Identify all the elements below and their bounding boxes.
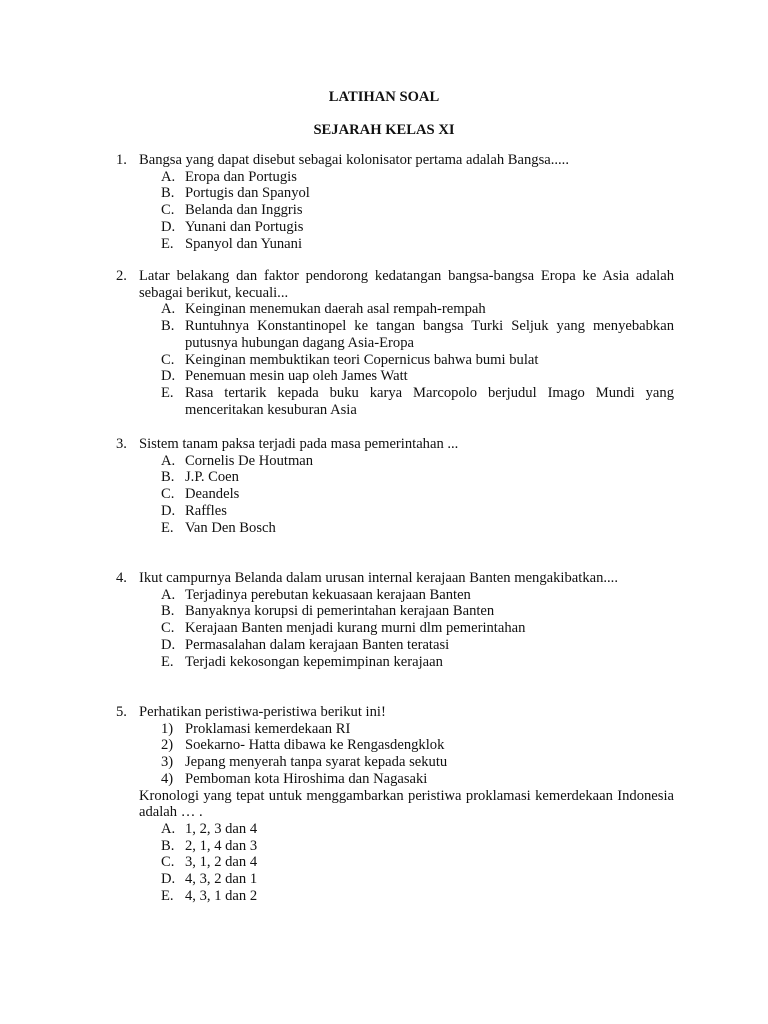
option-text: Runtuhnya Konstantinopel ke tangan bangsa Turki Seljuk yang menyebabkan putusnya hubungan dagang Asia-Eropa	[185, 318, 674, 351]
question-number: 5.	[116, 704, 127, 720]
event-text: Proklamasi kemerdekaan RI	[185, 720, 351, 737]
option-label: E.	[161, 235, 174, 252]
option-d	[116, 637, 674, 654]
option-b	[116, 185, 674, 202]
option-label: E.	[161, 653, 174, 670]
option-label: A.	[161, 586, 176, 603]
prompt-text: Kronologi yang tepat untuk menggambarkan peristiwa proklamasi kemerdekaan Indonesia adalah … .	[139, 787, 674, 821]
option-label: E.	[161, 519, 174, 536]
option-list	[116, 587, 674, 671]
option-c	[116, 352, 674, 369]
question-text: Latar belakang dan faktor pendorong kedatangan bangsa-bangsa Eropa ke Asia adalah sebagai berikut, kecuali...	[139, 268, 674, 301]
option-text: Yunani dan Portugis	[185, 218, 304, 235]
event-item	[116, 721, 674, 738]
option-label: A.	[161, 820, 176, 837]
option-label: C.	[161, 351, 175, 368]
question-stem	[116, 152, 674, 169]
option-label: B.	[161, 318, 175, 335]
event-label: 2)	[161, 737, 174, 754]
option-d	[116, 219, 674, 236]
option-a	[116, 301, 674, 318]
option-text: 4, 3, 1 dan 2	[185, 887, 258, 904]
page-title: LATIHAN SOAL	[328, 89, 440, 105]
option-text: Keinginan membuktikan teori Copernicus bahwa bumi bulat	[185, 351, 539, 368]
option-c	[116, 486, 674, 503]
option-label: B.	[161, 837, 175, 854]
event-item	[116, 771, 674, 788]
event-label: 1)	[161, 720, 174, 737]
option-list	[116, 453, 674, 537]
option-c	[116, 854, 674, 871]
option-label: E.	[161, 384, 174, 401]
option-b	[116, 469, 674, 486]
option-label: B.	[161, 185, 175, 202]
option-list	[116, 821, 674, 905]
question-stem	[116, 268, 674, 301]
option-list	[116, 169, 674, 253]
option-text: 4, 3, 2 dan 1	[185, 871, 258, 888]
option-a	[116, 821, 674, 838]
event-list	[116, 721, 674, 788]
option-label: D.	[161, 636, 176, 653]
option-d	[116, 871, 674, 888]
option-text: 3, 1, 2 dan 4	[185, 854, 258, 871]
option-text: Cornelis De Houtman	[185, 452, 314, 469]
option-text: Kerajaan Banten menjadi kurang murni dlm pemerintahan	[185, 620, 526, 637]
option-text: Raffles	[185, 502, 227, 519]
option-text: Permasalahan dalam kerajaan Banten teratasi	[185, 636, 450, 653]
option-label: E.	[161, 887, 174, 904]
option-text: Terjadi kekosongan kepemimpinan kerajaan	[185, 653, 443, 670]
option-b	[116, 838, 674, 855]
event-item	[116, 754, 674, 771]
option-e	[116, 385, 674, 418]
option-list	[116, 301, 674, 418]
question-stem	[116, 704, 674, 721]
event-text: Pemboman kota Hiroshima dan Nagasaki	[185, 770, 428, 787]
event-text: Jepang menyerah tanpa syarat kepada sekutu	[185, 754, 448, 771]
option-text: Portugis dan Spanyol	[185, 185, 310, 202]
option-label: D.	[161, 218, 176, 235]
option-label: B.	[161, 603, 175, 620]
option-label: C.	[161, 202, 175, 219]
question-5	[116, 704, 674, 904]
option-text: Penemuan mesin uap oleh James Watt	[185, 368, 408, 385]
option-label: C.	[161, 620, 175, 637]
option-label: C.	[161, 486, 175, 503]
option-label: D.	[161, 502, 176, 519]
event-label: 4)	[161, 770, 174, 787]
event-label: 3)	[161, 754, 174, 771]
question-text: Ikut campurnya Belanda dalam urusan internal kerajaan Banten mengakibatkan....	[139, 570, 618, 586]
option-text: Eropa dan Portugis	[185, 168, 297, 185]
option-text: Van Den Bosch	[185, 519, 276, 536]
option-a	[116, 169, 674, 186]
event-text: Soekarno- Hatta dibawa ke Rengasdengklok	[185, 737, 445, 754]
question-text: Perhatikan peristiwa-peristiwa berikut ini!	[139, 704, 386, 720]
option-text: 1, 2, 3 dan 4	[185, 820, 258, 837]
option-text: Banyaknya korupsi di pemerintahan kerajaan Banten	[185, 603, 495, 620]
question-prompt	[116, 788, 674, 821]
option-d	[116, 368, 674, 385]
option-label: B.	[161, 469, 175, 486]
option-b	[116, 603, 674, 620]
option-text: Rasa tertarik kepada buku karya Marcopolo berjudul Imago Mundi yang menceritakan kesuburan Asia	[185, 384, 674, 418]
question-text: Sistem tanam paksa terjadi pada masa pemerintahan ...	[139, 436, 459, 452]
question-2	[116, 268, 674, 418]
option-text: Belanda dan Inggris	[185, 202, 303, 219]
question-number: 4.	[116, 570, 127, 586]
question-text: Bangsa yang dapat disebut sebagai kolonisator pertama adalah Bangsa.....	[139, 152, 569, 168]
option-c	[116, 202, 674, 219]
option-text: Deandels	[185, 486, 240, 503]
question-number: 2.	[116, 268, 127, 284]
question-stem	[116, 570, 674, 587]
option-text: 2, 1, 4 dan 3	[185, 837, 258, 854]
option-label: D.	[161, 871, 176, 888]
option-e	[116, 654, 674, 671]
option-b	[116, 318, 674, 351]
option-e	[116, 520, 674, 537]
page-subtitle: SEJARAH KELAS XI	[313, 122, 455, 138]
question-4	[116, 570, 674, 670]
option-e	[116, 236, 674, 253]
option-label: D.	[161, 368, 176, 385]
option-e	[116, 888, 674, 905]
option-a	[116, 453, 674, 470]
question-stem	[116, 436, 674, 453]
question-3	[116, 436, 674, 536]
option-d	[116, 503, 674, 520]
option-text: Spanyol dan Yunani	[185, 235, 303, 252]
option-a	[116, 587, 674, 604]
option-label: A.	[161, 168, 176, 185]
option-label: C.	[161, 854, 175, 871]
option-text: Keinginan menemukan daerah asal rempah-rempah	[185, 301, 486, 318]
option-text: J.P. Coen	[185, 469, 239, 486]
option-text: Terjadinya perebutan kekuasaan kerajaan Banten	[185, 586, 471, 603]
option-label: A.	[161, 452, 176, 469]
event-item	[116, 737, 674, 754]
question-1	[116, 152, 674, 252]
option-label: A.	[161, 301, 176, 318]
option-c	[116, 620, 674, 637]
question-number: 3.	[116, 436, 127, 452]
question-number: 1.	[116, 152, 127, 168]
